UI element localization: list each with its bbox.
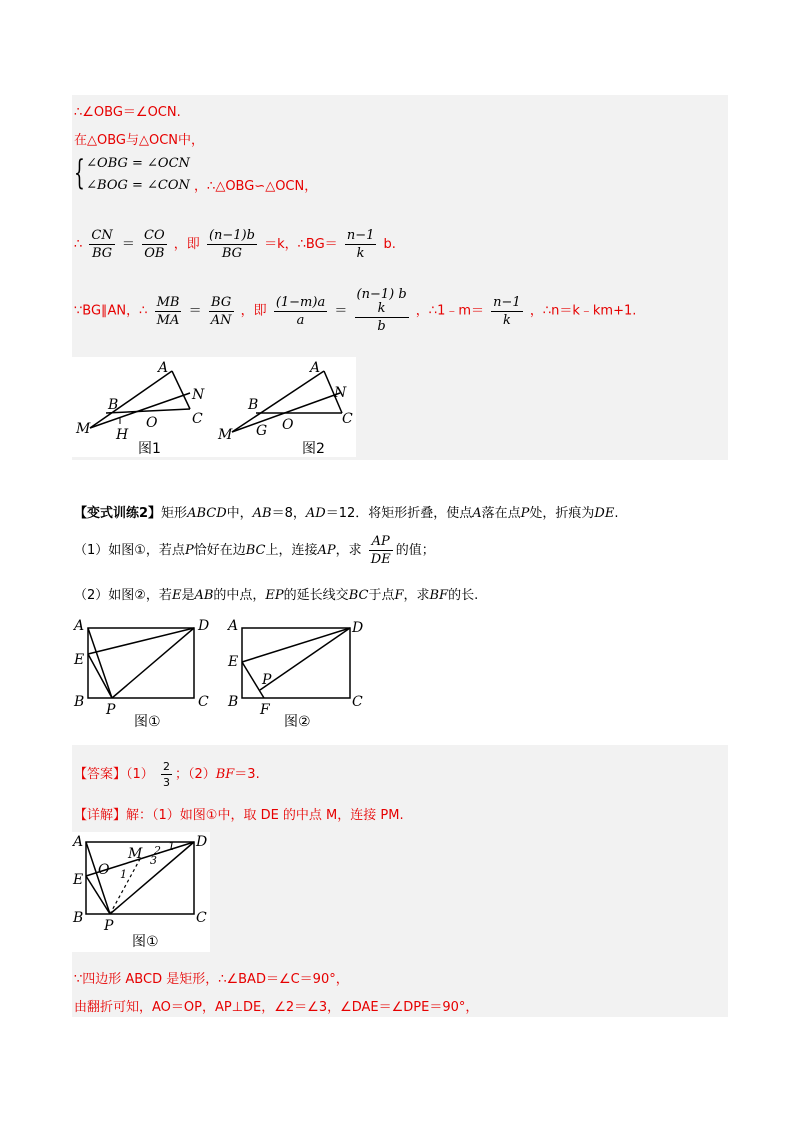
problem-title: 【变式训练2】 [74,506,162,521]
mid2-label-c: C [352,694,363,710]
fraction-n1-k-2: $\frac{n-1}{k}$ [493,294,521,328]
fig1-label-n: N [192,387,205,403]
answer-tag: 【答案】 [74,767,127,782]
bot-label-a: A [73,834,84,850]
detail-line: 【详解】解：（1）如图①中，取 DE 的中点 M，连接 PM. [74,808,404,823]
bot-label-c: C [196,910,207,926]
fraction-cn-bg: $\frac{CN}{BG}$ [91,228,113,261]
bot-label-e: E [73,872,84,888]
figure-top-group [72,357,356,457]
figure-mid-group [72,612,372,734]
fig1-label-a: A [158,360,169,376]
system-eq-2: ∠BOG = ∠CON [86,178,190,193]
mid2-label-a: A [228,618,239,634]
mid2-caption: 图② [284,714,311,730]
figure-circle-1 [72,618,209,730]
fig2-label-n: N [334,385,347,401]
bot-label-1-top: 1 [168,840,175,853]
fig2-label-a: A [310,360,321,376]
question-1: （1）如图①，若点P恰好在边BC上，连接AP，求 $\frac{AP}{DE}$ 的值； [74,534,435,567]
fraction-co-ob: $\frac{CO}{OB}$ [144,228,165,261]
mid1-label-e: E [74,652,85,668]
bot-label-2: 2 [154,844,161,857]
detail-tag: 【详解】 [74,808,127,823]
bot-label-d: D [196,834,208,850]
fig1-label-h: H [116,427,129,443]
fig1-caption: 图1 [138,441,161,457]
figure-bottom [72,832,210,952]
similar-triangles: ，∴△OBG∽△OCN， [194,179,318,194]
mid2-label-f: F [260,702,270,718]
figure-circle-2 [226,618,363,730]
bot-label-3: 3 [150,854,157,867]
fig2-label-o: O [282,417,294,433]
mid2-label-b: B [228,694,239,710]
bot-label-m: M [128,846,143,862]
mid2-label-d: D [352,620,364,636]
bot-caption: 图① [132,934,159,950]
fraction-ap-de: $\frac{AP}{DE}$ [370,534,391,567]
fraction-n1-k: $\frac{n-1}{k}$ [346,228,375,261]
fig1-label-m: M [76,421,91,437]
question-2: （2）如图②，若E是AB的中点，EP的延长线交BC于点F，求BF的长. [74,588,479,603]
bot-label-b: B [73,910,84,926]
mid1-label-b: B [74,694,85,710]
fig2-label-g: G [256,423,268,439]
fraction-compound: (n−1) b k b [356,287,407,334]
fraction-mb-ma: $\frac{MB}{MA}$ [156,294,180,328]
rectangle-fold-figures [72,612,372,734]
mid1-label-c: C [198,694,209,710]
fig2-label-b: B [248,397,259,413]
mid2-label-p: P [262,672,272,688]
proof-line-1: ∴∠OBG＝∠OCN. [74,105,181,120]
fraction-bg-an: $\frac{BG}{AN}$ [210,294,232,328]
mid1-label-d: D [198,618,210,634]
fig1-label-c: C [192,411,203,427]
problem-statement: 【变式训练2】矩形ABCD中，AB＝8，AD＝12．将矩形折叠，使点A落在点P处，折痕为DE. [74,506,619,521]
detail-line-3: 由翻折可知，AO＝OP，AP⊥DE，∠2＝∠3，∠DAE＝∠DPE＝90°， [74,1000,479,1015]
equation-system: { ∠OBG = ∠OCN ∠BOG = ∠CON ，∴△OBG∽△OCN， [74,153,317,197]
fig2-label-m: M [218,427,233,443]
rectangle-midpoint-figure [72,832,210,952]
bot-label-1: 1 [120,868,127,881]
bot-label-o: O [98,862,110,878]
fig1-label-o: O [146,415,158,431]
mid1-caption: 图① [134,714,161,730]
mid1-label-a: A [74,618,85,634]
fraction-n1b-bg: $\frac{(n-1)b}{BG}$ [208,228,255,261]
detail-line-2: ∵四边形 ABCD 是矩形，∴∠BAD＝∠C＝90°， [74,972,349,987]
figure-1 [75,360,205,457]
fig1-label-b: B [108,397,119,413]
answer-line: 【答案】（1） $\frac{2}{3}$ ；（2）BF＝3. [74,760,260,789]
system-eq-1: ∠OBG = ∠OCN [86,156,190,171]
proof-line-5: ∵BG∥AN，∴ $\frac{MB}{MA}$ ＝ $\frac{BG}{AN}$ ，即 $\frac{(1-m)a}{a}$ ＝ (n−1) b k b ，∴1﹣m＝ $\frac{n-1}{k}$ ，∴n＝k﹣km+1. [74,287,637,334]
proof-line-4: ∴ $\frac{CN}{BG}$ ＝ $\frac{CO}{OB}$ ，即 $\frac{(n-1)b}{BG}$ ＝k，∴BG＝ $\frac{n-1}{k}$ b. [74,228,396,261]
proof-line-2: 在△OBG与△OCN中， [74,133,205,148]
fig2-caption: 图2 [302,441,325,457]
therefore-text: ∴ [74,237,83,252]
figure-2 [217,360,353,457]
geometry-figures-1-2 [72,357,356,457]
fig2-label-c: C [342,411,353,427]
mid1-label-p: P [106,702,116,718]
mid2-label-e: E [228,654,239,670]
fraction-1ma-a: $\frac{(1-m)a}{a}$ [275,294,326,328]
fraction-2-3: $\frac{2}{3}$ [162,760,170,789]
bot-label-p: P [104,918,114,934]
